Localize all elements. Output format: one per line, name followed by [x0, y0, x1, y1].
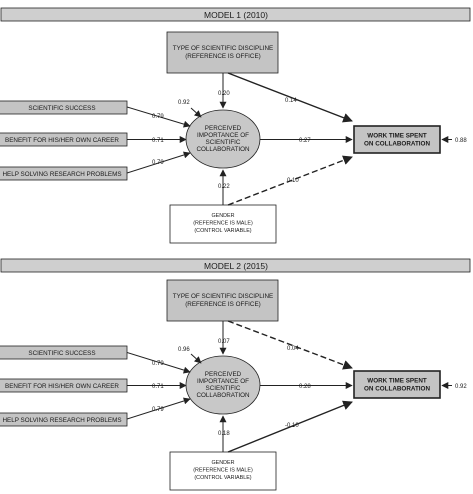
- indicator-problem-solving-label: HELP SOLVING RESEARCH PROBLEMS: [2, 416, 122, 424]
- coef-gender-to-latent: 0.18: [218, 431, 230, 437]
- gender-label: GENDER: [211, 460, 235, 466]
- outcome-box: [354, 371, 440, 398]
- latent-label-line1: PERCEIVED: [204, 371, 242, 378]
- model-header-title: MODEL 2 (2015): [204, 260, 268, 271]
- path-discipline-to-outcome: [228, 321, 352, 368]
- latent-label-line4: COLLABORATION: [196, 392, 250, 399]
- latent-label-line2: IMPORTANCE OF: [197, 378, 249, 385]
- indicator-career-benefit-label: BENEFIT FOR HIS/HER OWN CAREER: [5, 382, 119, 390]
- latent-label-line4: COLLABORATION: [196, 146, 250, 153]
- gender-reference: (REFERENCE IS MALE): [193, 467, 253, 474]
- latent-label-line2: IMPORTANCE OF: [197, 132, 249, 139]
- coef-gender-to-outcome: 0.10: [287, 178, 299, 184]
- model-header-title: MODEL 1 (2010): [204, 9, 268, 20]
- gender-control-note: (CONTROL VARIABLE): [194, 475, 252, 481]
- outcome-label-line2: ON COLLABORATION: [364, 385, 430, 393]
- indicator-career-benefit-label: BENEFIT FOR HIS/HER OWN CAREER: [5, 136, 119, 144]
- coef-gender-to-latent: 0.22: [218, 184, 230, 190]
- coef-career-loading: 0.71: [152, 138, 164, 144]
- coef-success-loading: 0.79: [152, 361, 164, 367]
- indicator-scientific-success-label: SCIENTIFIC SUCCESS: [28, 349, 96, 357]
- outcome-label-line1: WORK TIME SPENT: [367, 132, 427, 140]
- latent-label-line3: SCIENTIFIC: [205, 139, 241, 146]
- coef-discipline-to-latent: 0.20: [218, 91, 230, 97]
- indicator-problem-solving-label: HELP SOLVING RESEARCH PROBLEMS: [2, 170, 122, 178]
- outcome-box: [354, 126, 440, 153]
- coef-latent-error: 0.92: [178, 100, 190, 106]
- coef-latent-error: 0.96: [178, 347, 190, 353]
- coef-discipline-to-latent: 0.07: [218, 339, 230, 345]
- discipline-reference: (REFERENCE IS OFFICE): [185, 53, 261, 60]
- coef-problems-loading: 0.79: [152, 160, 164, 166]
- coef-outcome-error: 0.92: [455, 384, 467, 390]
- gender-control-note: (CONTROL VARIABLE): [194, 228, 252, 234]
- coef-problems-loading: 0.79: [152, 407, 164, 413]
- coef-success-loading: 0.79: [152, 114, 164, 120]
- latent-label-line3: SCIENTIFIC: [205, 385, 241, 392]
- latent-label-line1: PERCEIVED: [204, 125, 242, 132]
- coef-career-loading: 0.71: [152, 384, 164, 390]
- outcome-label-line1: WORK TIME SPENT: [367, 377, 427, 385]
- path-latent-error: [191, 354, 201, 363]
- coef-gender-to-outcome: -0.10: [285, 423, 299, 429]
- gender-reference: (REFERENCE IS MALE): [193, 220, 253, 227]
- model-1-panel: [0, 8, 470, 243]
- discipline-reference: (REFERENCE IS OFFICE): [185, 301, 261, 308]
- coef-latent-to-outcome: 0.28: [299, 384, 311, 390]
- coef-discipline-to-outcome: 0.04: [287, 346, 299, 352]
- coef-latent-to-outcome: 0.27: [299, 138, 311, 144]
- path-latent-error: [191, 108, 201, 117]
- outcome-label-line2: ON COLLABORATION: [364, 140, 430, 148]
- gender-label: GENDER: [211, 213, 235, 219]
- indicator-scientific-success-label: SCIENTIFIC SUCCESS: [28, 104, 96, 112]
- coef-discipline-to-outcome: 0.14: [285, 98, 297, 104]
- coef-outcome-error: 0.88: [455, 138, 467, 144]
- path-discipline-to-outcome: [228, 73, 352, 121]
- model-2-panel: [0, 259, 470, 490]
- discipline-label: TYPE OF SCIENTIFIC DISCIPLINE: [172, 45, 274, 52]
- discipline-label: TYPE OF SCIENTIFIC DISCIPLINE: [172, 293, 274, 300]
